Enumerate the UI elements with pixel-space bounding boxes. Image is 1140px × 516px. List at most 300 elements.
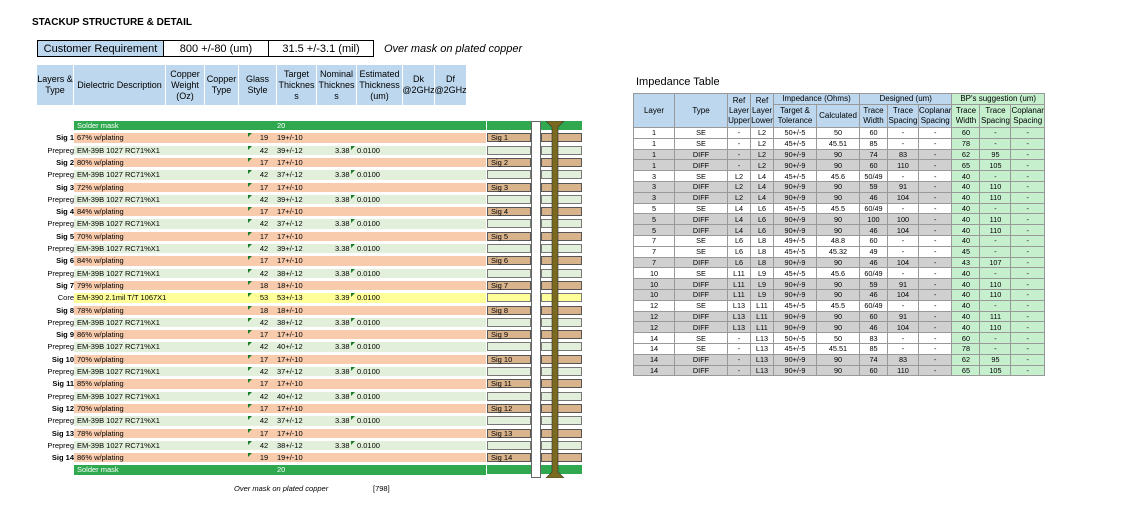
estimated-thickness: 37+/-12 xyxy=(277,219,303,229)
stack-row xyxy=(37,281,487,290)
impedance-cell: - xyxy=(980,343,1011,354)
impedance-cell: 14 xyxy=(634,343,675,354)
dk-value: 3.38 xyxy=(335,317,350,327)
impedance-cell: - xyxy=(919,343,952,354)
impedance-cell: L13 xyxy=(751,354,774,365)
dk-value: 3.38 xyxy=(335,244,350,253)
col-ref-lower: Ref Layer Lower xyxy=(751,94,774,128)
nominal-thickness: 17 xyxy=(254,232,274,241)
nominal-thickness: 53 xyxy=(254,293,274,302)
impedance-cell: - xyxy=(1011,235,1044,246)
nominal-thickness: 17 xyxy=(254,330,274,339)
layer-type: Sig 2 xyxy=(56,157,74,167)
impedance-cell: L2 xyxy=(751,160,774,171)
dielectric-desc: 85% w/plating xyxy=(77,379,124,389)
impedance-subheader: Trace Spacing xyxy=(980,105,1011,128)
impedance-cell: - xyxy=(1011,354,1044,365)
impedance-cell: DIFF xyxy=(675,160,728,171)
table-row xyxy=(634,279,1045,290)
stack-row xyxy=(37,183,487,192)
impedance-cell: SE xyxy=(675,235,728,246)
stack-row xyxy=(37,306,487,315)
layer-type: Prepreg xyxy=(47,416,74,426)
dielectric-desc: 70% w/plating xyxy=(77,354,124,364)
estimated-thickness: 20 xyxy=(277,465,286,475)
impedance-cell: 7 xyxy=(634,257,675,268)
impedance-cell: 74 xyxy=(860,149,888,160)
dielectric-desc: EM-39B 1027 RC71%X1 xyxy=(77,145,160,155)
stack-row xyxy=(37,318,487,327)
impedance-cell: - xyxy=(1011,246,1044,257)
impedance-cell: - xyxy=(980,333,1011,344)
stack-header-cell: Glass Style xyxy=(239,65,277,105)
dielectric-desc: EM-39B 1027 RC71%X1 xyxy=(77,194,160,204)
estimated-thickness: 17+/-10 xyxy=(277,379,303,389)
impedance-cell: - xyxy=(1011,268,1044,279)
group-designed: Designed (um) xyxy=(860,94,952,105)
df-value: 0.0100 xyxy=(357,342,380,352)
graphic-signal-label: Sig 7 xyxy=(487,281,531,290)
impedance-cell: 7 xyxy=(634,235,675,246)
impedance-cell: 90+/-9 xyxy=(774,322,817,333)
layer-type: Sig 5 xyxy=(56,231,74,241)
impedance-cell: L4 xyxy=(751,192,774,203)
impedance-title: Impedance Table xyxy=(636,76,720,88)
impedance-cell: 90+/-9 xyxy=(774,225,817,236)
impedance-cell: SE xyxy=(675,203,728,214)
impedance-cell: - xyxy=(919,181,952,192)
footer-note: Over mask on plated copper xyxy=(234,484,329,493)
stack-row xyxy=(37,170,487,179)
estimated-thickness: 17+/-10 xyxy=(277,403,303,413)
impedance-cell: 90+/-9 xyxy=(774,311,817,322)
impedance-cell: - xyxy=(728,149,751,160)
impedance-cell: 50 xyxy=(817,333,860,344)
impedance-cell: - xyxy=(919,235,952,246)
impedance-cell: - xyxy=(1011,192,1044,203)
impedance-cell: - xyxy=(919,289,952,300)
impedance-cell: 50+/-5 xyxy=(774,333,817,344)
graphic-signal-label: Sig 4 xyxy=(487,207,531,216)
stack-row xyxy=(37,429,487,438)
nominal-thickness: 19 xyxy=(254,453,274,462)
impedance-cell: 90 xyxy=(817,289,860,300)
requirement-mil: 31.5 +/-3.1 (mil) xyxy=(269,40,374,57)
impedance-cell: - xyxy=(888,343,919,354)
impedance-cell: 40 xyxy=(952,203,980,214)
impedance-cell: 1 xyxy=(634,138,675,149)
impedance-cell: - xyxy=(919,279,952,290)
stack-row xyxy=(37,256,487,265)
dk-value: 3.38 xyxy=(335,219,350,229)
impedance-cell: 110 xyxy=(980,289,1011,300)
impedance-cell: SE xyxy=(675,333,728,344)
df-value: 0.0100 xyxy=(357,367,380,376)
layer-type: Core xyxy=(57,293,74,303)
impedance-cell: - xyxy=(919,203,952,214)
df-value: 0.0100 xyxy=(357,391,380,401)
layer-type: Prepreg xyxy=(47,170,74,180)
impedance-cell: 40 xyxy=(952,322,980,333)
df-value: 0.0100 xyxy=(357,145,380,155)
impedance-cell: 5 xyxy=(634,225,675,236)
table-row xyxy=(634,311,1045,322)
graphic-dielectric xyxy=(487,244,531,253)
estimated-thickness: 37+/-12 xyxy=(277,367,303,376)
layer-type: Prepreg xyxy=(47,342,74,352)
stack-row xyxy=(37,453,487,462)
impedance-cell: 45+/-5 xyxy=(774,300,817,311)
impedance-cell: 60/49 xyxy=(860,300,888,311)
impedance-cell: 40 xyxy=(952,181,980,192)
impedance-cell: - xyxy=(919,128,952,139)
dielectric-desc: EM-39B 1027 RC71%X1 xyxy=(77,440,160,450)
impedance-cell: 40 xyxy=(952,289,980,300)
impedance-cell: 83 xyxy=(888,149,919,160)
impedance-cell: L11 xyxy=(751,300,774,311)
table-row xyxy=(634,268,1045,279)
impedance-cell: L2 xyxy=(728,181,751,192)
impedance-cell: L11 xyxy=(751,311,774,322)
impedance-cell: 90+/-9 xyxy=(774,354,817,365)
table-row xyxy=(634,333,1045,344)
impedance-cell: - xyxy=(1011,128,1044,139)
impedance-cell: 7 xyxy=(634,246,675,257)
impedance-cell: 14 xyxy=(634,333,675,344)
impedance-cell: 91 xyxy=(888,181,919,192)
impedance-cell: SE xyxy=(675,171,728,182)
graphic-signal-label: Sig 8 xyxy=(487,306,531,315)
impedance-cell: 85 xyxy=(860,343,888,354)
impedance-cell: 46 xyxy=(860,225,888,236)
table-row xyxy=(634,128,1045,139)
impedance-cell: DIFF xyxy=(675,181,728,192)
impedance-cell: - xyxy=(888,235,919,246)
impedance-cell: - xyxy=(980,268,1011,279)
dk-value: 3.38 xyxy=(335,170,350,180)
estimated-thickness: 53+/-13 xyxy=(277,293,303,303)
impedance-cell: 49 xyxy=(860,246,888,257)
dielectric-desc: EM-39B 1027 RC71%X1 xyxy=(77,268,160,278)
nominal-thickness: 17 xyxy=(254,158,274,167)
impedance-subheader: Target & Tolerance xyxy=(774,105,817,128)
impedance-cell: 60 xyxy=(860,311,888,322)
dielectric-desc: Solder mask xyxy=(77,465,119,475)
impedance-cell: 46 xyxy=(860,289,888,300)
footer-total: [798] xyxy=(373,484,390,493)
layer-type: Sig 8 xyxy=(56,305,74,315)
table-row xyxy=(634,257,1045,268)
impedance-cell: - xyxy=(919,322,952,333)
table-row xyxy=(634,225,1045,236)
impedance-cell: - xyxy=(728,138,751,149)
impedance-cell: 110 xyxy=(980,192,1011,203)
impedance-cell: 104 xyxy=(888,225,919,236)
impedance-cell: 10 xyxy=(634,289,675,300)
impedance-cell: - xyxy=(888,203,919,214)
nominal-thickness: 42 xyxy=(254,441,274,450)
stack-header-cell: Dk @2GHz xyxy=(403,65,435,105)
stack-row xyxy=(37,244,487,253)
graphic-dielectric xyxy=(487,170,531,179)
estimated-thickness: 38+/-12 xyxy=(277,317,303,327)
impedance-cell: - xyxy=(888,333,919,344)
impedance-cell: SE xyxy=(675,246,728,257)
stack-row xyxy=(37,146,487,155)
estimated-thickness: 39+/-12 xyxy=(277,145,303,155)
dk-value: 3.38 xyxy=(335,440,350,450)
impedance-cell: 40 xyxy=(952,268,980,279)
dielectric-desc: EM-39B 1027 RC71%X1 xyxy=(77,244,160,253)
impedance-cell: - xyxy=(1011,322,1044,333)
impedance-cell: 91 xyxy=(888,279,919,290)
stack-row xyxy=(37,441,487,450)
impedance-cell: 90 xyxy=(817,225,860,236)
nominal-thickness: 42 xyxy=(254,269,274,278)
impedance-cell: 90+/-9 xyxy=(774,257,817,268)
impedance-cell: - xyxy=(728,365,751,376)
impedance-cell: 60 xyxy=(860,160,888,171)
impedance-cell: 90 xyxy=(817,160,860,171)
impedance-cell: 45+/-5 xyxy=(774,246,817,257)
dielectric-desc: 70% w/plating xyxy=(77,403,124,413)
impedance-cell: - xyxy=(1011,343,1044,354)
estimated-thickness: 18+/-10 xyxy=(277,305,303,315)
stack-row xyxy=(37,330,487,339)
impedance-cell: - xyxy=(1011,138,1044,149)
impedance-cell: 40 xyxy=(952,214,980,225)
layer-type: Sig 12 xyxy=(51,403,74,413)
estimated-thickness: 19+/-10 xyxy=(277,133,303,143)
estimated-thickness: 18+/-10 xyxy=(277,280,303,290)
col-type: Type xyxy=(675,94,728,128)
impedance-cell: 95 xyxy=(980,354,1011,365)
stack-header-cell: Dielectric Description xyxy=(74,65,166,105)
impedance-cell: 104 xyxy=(888,289,919,300)
nominal-thickness: 42 xyxy=(254,392,274,401)
graphic-dielectric xyxy=(487,318,531,327)
impedance-cell: L9 xyxy=(751,289,774,300)
impedance-cell: L4 xyxy=(728,225,751,236)
graphic-dielectric xyxy=(487,367,531,376)
impedance-subheader: Trace Width xyxy=(952,105,980,128)
impedance-cell: 40 xyxy=(952,311,980,322)
impedance-cell: - xyxy=(980,235,1011,246)
stack-row xyxy=(37,293,487,302)
impedance-cell: 45.6 xyxy=(817,171,860,182)
dielectric-desc: 72% w/plating xyxy=(77,182,124,192)
impedance-cell: L2 xyxy=(728,171,751,182)
dk-value: 3.38 xyxy=(335,367,350,376)
layer-type: Prepreg xyxy=(47,440,74,450)
nominal-thickness: 17 xyxy=(254,183,274,192)
dk-value: 3.38 xyxy=(335,391,350,401)
impedance-cell: 60 xyxy=(860,128,888,139)
impedance-cell: 5 xyxy=(634,214,675,225)
dk-value: 3.38 xyxy=(335,416,350,426)
stack-row xyxy=(37,219,487,228)
layer-type: Sig 3 xyxy=(56,182,74,192)
impedance-cell: L13 xyxy=(751,365,774,376)
dielectric-desc: 80% w/plating xyxy=(77,157,124,167)
dielectric-desc: Solder mask xyxy=(77,121,119,130)
impedance-cell: 45.5 xyxy=(817,203,860,214)
layer-type: Prepreg xyxy=(47,367,74,376)
nominal-thickness: 42 xyxy=(254,342,274,351)
stack-row xyxy=(37,404,487,413)
impedance-cell: L11 xyxy=(728,289,751,300)
impedance-cell: - xyxy=(1011,203,1044,214)
layer-type: Prepreg xyxy=(47,145,74,155)
nominal-thickness: 19 xyxy=(254,133,274,142)
graphic-dielectric xyxy=(487,441,531,450)
impedance-cell: DIFF xyxy=(675,214,728,225)
impedance-cell: - xyxy=(888,138,919,149)
impedance-cell: 83 xyxy=(860,333,888,344)
impedance-cell: - xyxy=(888,171,919,182)
table-row xyxy=(634,214,1045,225)
impedance-cell: 110 xyxy=(888,160,919,171)
impedance-cell: 62 xyxy=(952,149,980,160)
impedance-cell: - xyxy=(919,192,952,203)
estimated-thickness: 19+/-10 xyxy=(277,453,303,463)
layer-type: Prepreg xyxy=(47,317,74,327)
stack-header-cell: Copper Weight (Oz) xyxy=(166,65,205,105)
layer-type: Prepreg xyxy=(47,391,74,401)
impedance-cell: - xyxy=(1011,257,1044,268)
impedance-cell: DIFF xyxy=(675,279,728,290)
graphic-signal-label: Sig 2 xyxy=(487,158,531,167)
impedance-cell: - xyxy=(919,246,952,257)
impedance-cell: 45+/-5 xyxy=(774,268,817,279)
impedance-cell: - xyxy=(728,343,751,354)
estimated-thickness: 17+/-10 xyxy=(277,207,303,217)
impedance-cell: 49+/-5 xyxy=(774,235,817,246)
estimated-thickness: 17+/-10 xyxy=(277,231,303,241)
dielectric-desc: EM-39B 1027 RC71%X1 xyxy=(77,391,160,401)
stack-row xyxy=(37,416,487,425)
impedance-cell: 100 xyxy=(860,214,888,225)
impedance-cell: 90+/-9 xyxy=(774,289,817,300)
impedance-cell: 90 xyxy=(817,149,860,160)
graphic-signal-label: Sig 6 xyxy=(487,256,531,265)
table-row xyxy=(634,322,1045,333)
graphic-signal-label: Sig 3 xyxy=(487,183,531,192)
impedance-cell: 95 xyxy=(980,149,1011,160)
impedance-cell: L13 xyxy=(751,333,774,344)
stack-row xyxy=(37,133,487,142)
stack-row xyxy=(37,367,487,376)
impedance-cell: - xyxy=(888,246,919,257)
impedance-cell: L8 xyxy=(751,235,774,246)
impedance-cell: 90+/-9 xyxy=(774,160,817,171)
table-row xyxy=(634,354,1045,365)
layer-type: Prepreg xyxy=(47,219,74,229)
impedance-cell: - xyxy=(728,333,751,344)
nominal-thickness: 42 xyxy=(254,367,274,376)
estimated-thickness: 20 xyxy=(277,121,286,130)
estimated-thickness: 40+/-12 xyxy=(277,342,303,352)
graphic-signal-label: Sig 9 xyxy=(487,330,531,339)
graphic-dielectric xyxy=(487,219,531,228)
impedance-cell: 50+/-5 xyxy=(774,128,817,139)
dielectric-desc: EM-39B 1027 RC71%X1 xyxy=(77,170,160,180)
impedance-cell: L2 xyxy=(751,149,774,160)
impedance-cell: DIFF xyxy=(675,257,728,268)
impedance-cell: - xyxy=(1011,300,1044,311)
impedance-cell: 90 xyxy=(817,214,860,225)
impedance-cell: - xyxy=(1011,225,1044,236)
impedance-cell: DIFF xyxy=(675,149,728,160)
table-row xyxy=(634,343,1045,354)
stack-header-cell: Layers & Type xyxy=(37,65,74,105)
stackup-graphic xyxy=(487,121,582,478)
impedance-cell: 59 xyxy=(860,279,888,290)
group-impedance: Impedance (Ohms) xyxy=(774,94,860,105)
impedance-cell: L13 xyxy=(728,322,751,333)
df-value: 0.0100 xyxy=(357,293,380,303)
impedance-cell: L6 xyxy=(728,246,751,257)
nominal-thickness: 17 xyxy=(254,429,274,438)
impedance-cell: - xyxy=(888,268,919,279)
impedance-cell: SE xyxy=(675,343,728,354)
impedance-cell: DIFF xyxy=(675,365,728,376)
table-row xyxy=(634,171,1045,182)
impedance-cell: L2 xyxy=(751,138,774,149)
graphic-signal-label: Sig 10 xyxy=(487,355,531,364)
impedance-cell: 45.51 xyxy=(817,343,860,354)
impedance-cell: - xyxy=(980,203,1011,214)
graphic-signal-label: Sig 14 xyxy=(487,453,531,462)
impedance-cell: 14 xyxy=(634,365,675,376)
layer-type: Sig 9 xyxy=(56,330,74,340)
impedance-subheader: Trace Width xyxy=(860,105,888,128)
df-value: 0.0100 xyxy=(357,440,380,450)
dielectric-desc: EM-39B 1027 RC71%X1 xyxy=(77,317,160,327)
graphic-dielectric xyxy=(487,342,531,351)
df-value: 0.0100 xyxy=(357,219,380,229)
table-row xyxy=(634,192,1045,203)
stack-row xyxy=(37,232,487,241)
impedance-cell: 45+/-5 xyxy=(774,343,817,354)
impedance-cell: DIFF xyxy=(675,289,728,300)
impedance-cell: 90 xyxy=(817,322,860,333)
layer-type: Sig 1 xyxy=(56,133,74,143)
impedance-cell: 83 xyxy=(888,354,919,365)
dielectric-desc: 70% w/plating xyxy=(77,231,124,241)
nominal-thickness: 17 xyxy=(254,355,274,364)
impedance-cell: 90+/-9 xyxy=(774,365,817,376)
impedance-cell: 12 xyxy=(634,300,675,311)
requirement-label: Customer Requirement xyxy=(37,40,164,57)
impedance-cell: DIFF xyxy=(675,225,728,236)
df-value: 0.0100 xyxy=(357,317,380,327)
group-bp-suggestion: BP's suggestion (um) xyxy=(952,94,1044,105)
impedance-cell: L11 xyxy=(728,268,751,279)
page-title: STACKUP STRUCTURE & DETAIL xyxy=(32,17,192,28)
impedance-cell: - xyxy=(980,138,1011,149)
impedance-subheader: Trace Spacing xyxy=(888,105,919,128)
impedance-cell: - xyxy=(1011,160,1044,171)
stack-row xyxy=(37,121,487,130)
col-layer: Layer xyxy=(634,94,675,128)
impedance-cell: 60 xyxy=(860,235,888,246)
impedance-cell: L13 xyxy=(728,300,751,311)
impedance-cell: 12 xyxy=(634,322,675,333)
impedance-cell: 45.5 xyxy=(817,300,860,311)
impedance-cell: 105 xyxy=(980,365,1011,376)
impedance-cell: SE xyxy=(675,138,728,149)
